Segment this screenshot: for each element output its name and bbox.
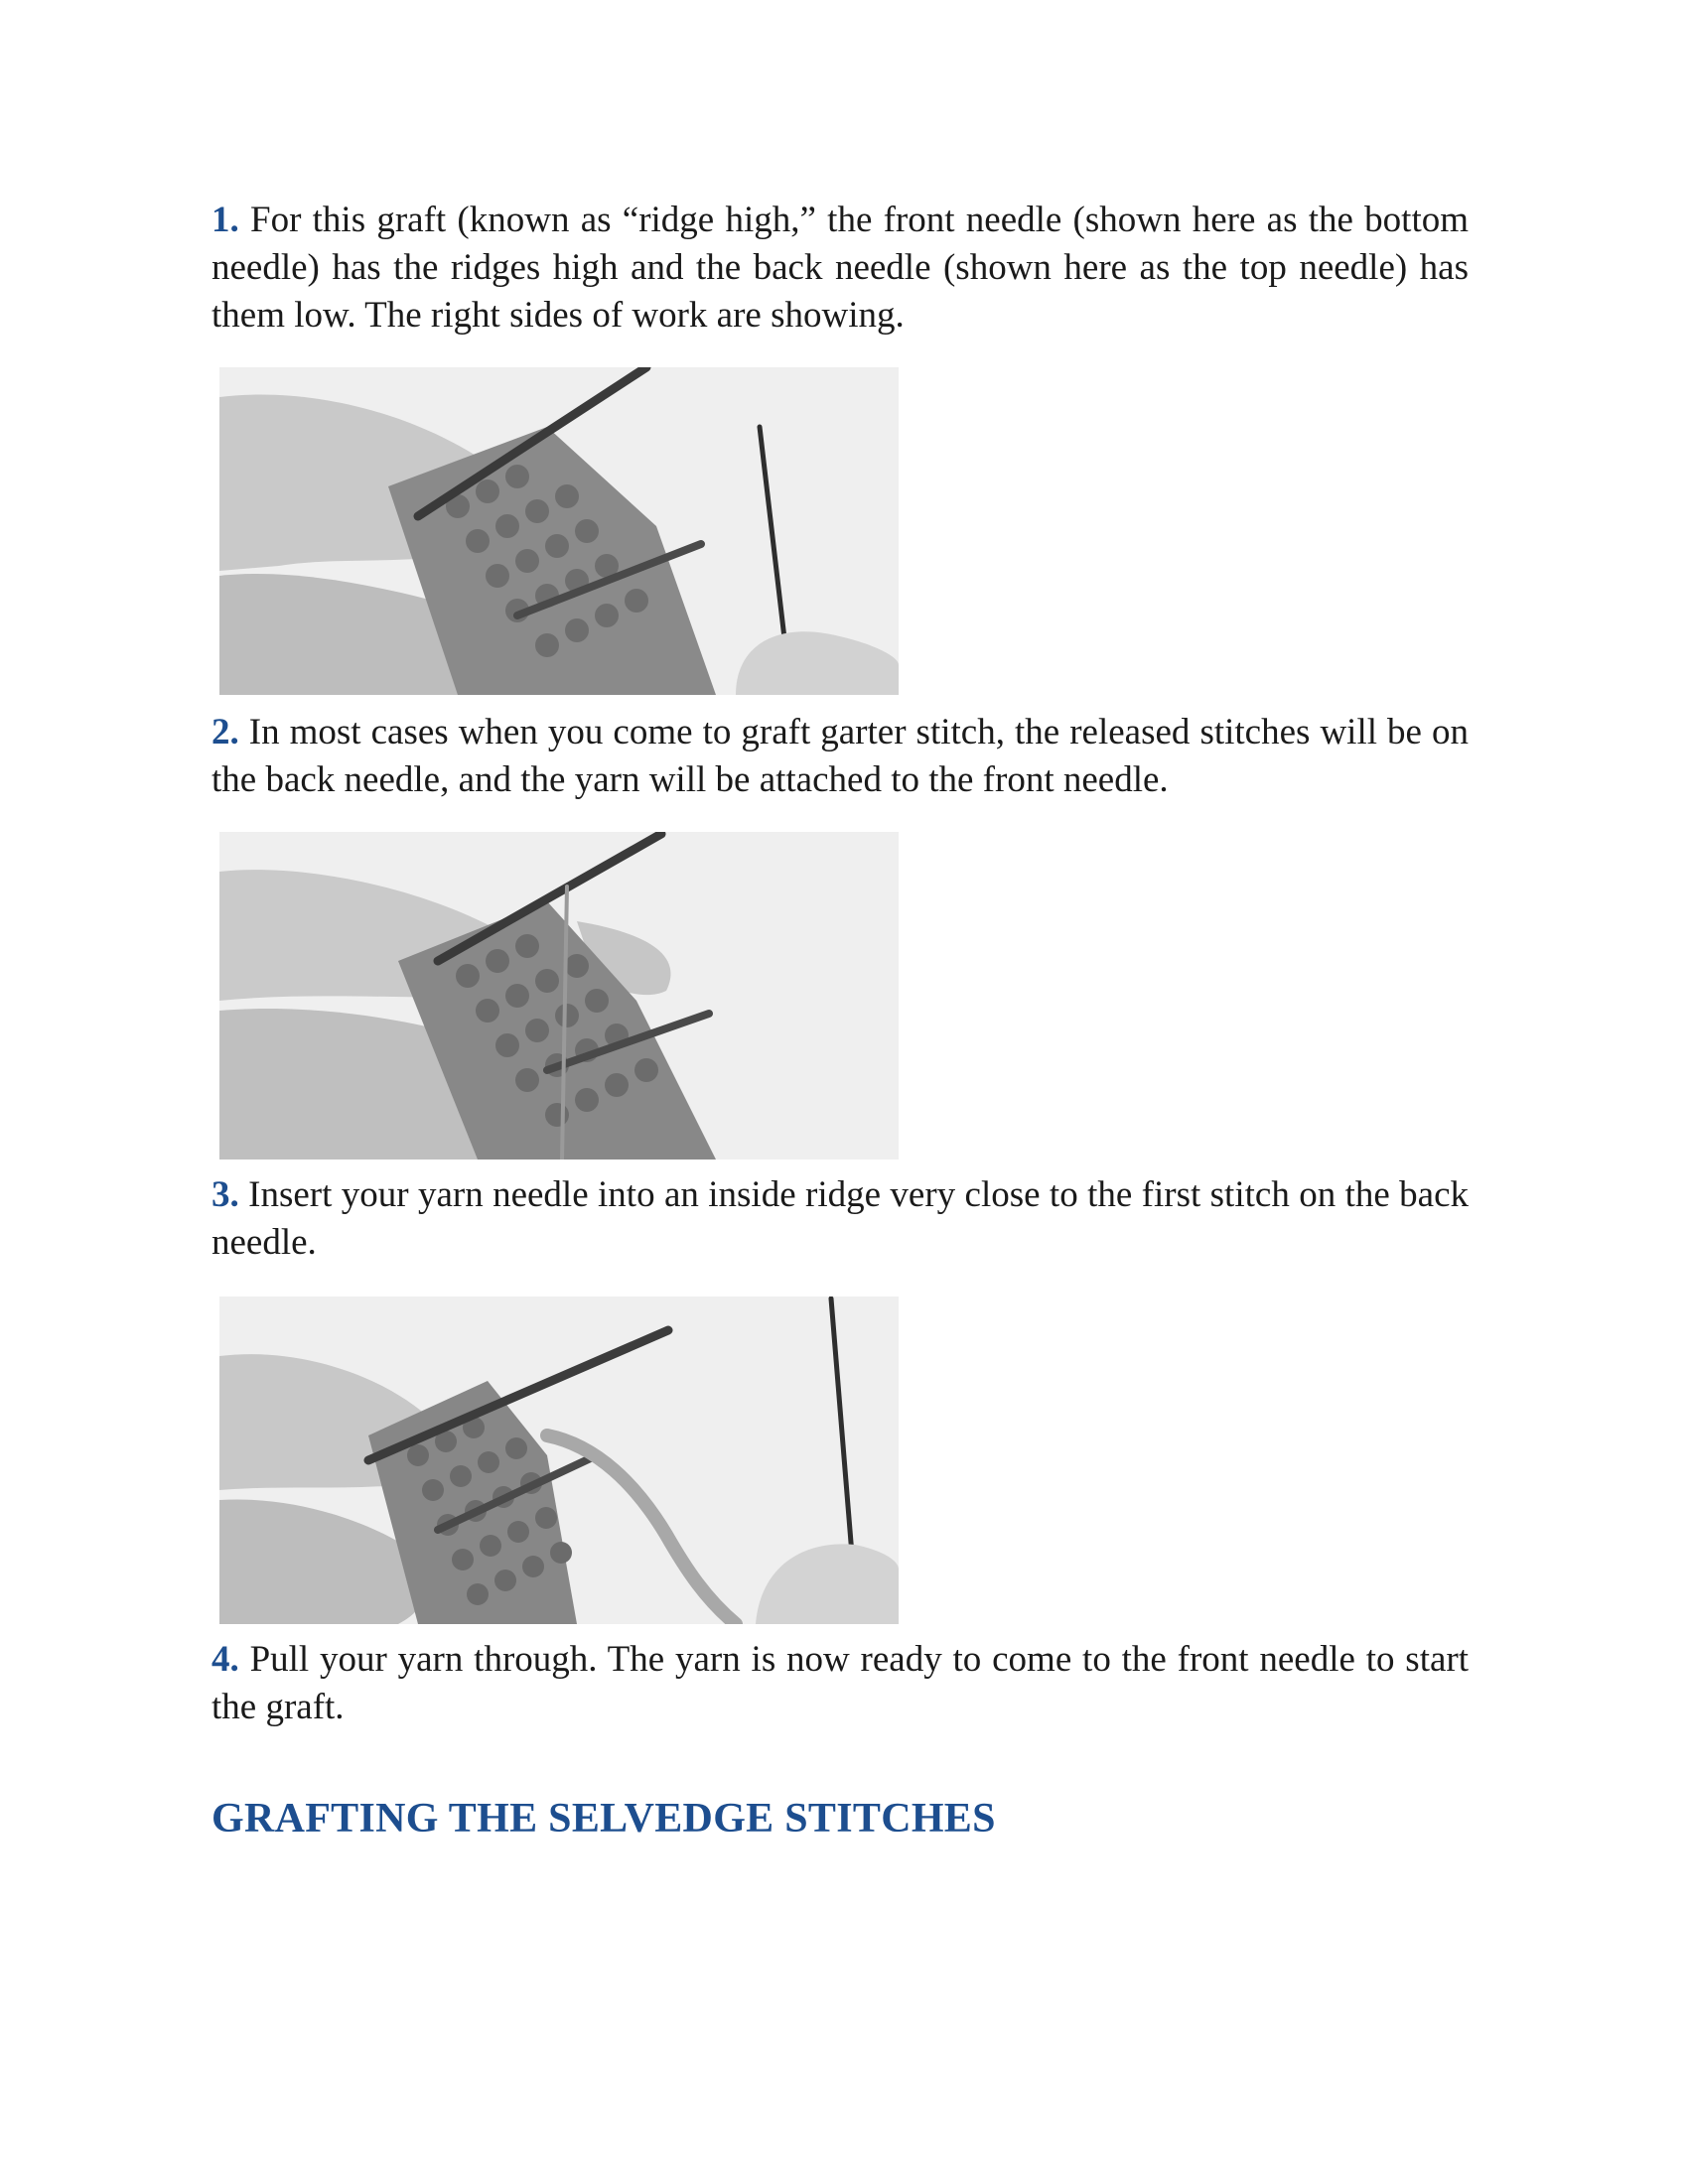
step-4-text	[211, 1636, 1469, 1731]
step-2-number: 2.	[211, 712, 239, 752]
step-1-text	[211, 197, 1469, 340]
section-heading: GRAFTING THE SELVEDGE STITCHES	[211, 1796, 996, 1842]
step-2-photo	[219, 832, 899, 1160]
step-1-body: For this graft (known as “ridge high,” the front needle (shown here as the bottom needle) has the ridges high and the back needle (shown here as the top needle) has them low. The right sides of work are showing.	[211, 200, 1470, 336]
document-page	[211, 197, 1469, 1844]
step-4-body: Pull your yarn through. The yarn is now ready to come to the front needle to start the graft.	[211, 1639, 1469, 1727]
step-2-body: In most cases when you come to graft garter stitch, the released stitches will be on the back needle, and the yarn will be attached to the front needle.	[211, 712, 1469, 800]
step-1-number: 1.	[211, 200, 239, 240]
step-2-text	[211, 709, 1469, 804]
step-3-photo	[219, 1297, 899, 1624]
step-3-number: 3.	[211, 1174, 239, 1215]
step-4-number: 4.	[211, 1639, 239, 1680]
step-1-photo	[219, 367, 899, 695]
step-3-text	[211, 1171, 1469, 1267]
step-3-body: Insert your yarn needle into an inside ridge very close to the first stitch on the back needle.	[211, 1174, 1469, 1263]
